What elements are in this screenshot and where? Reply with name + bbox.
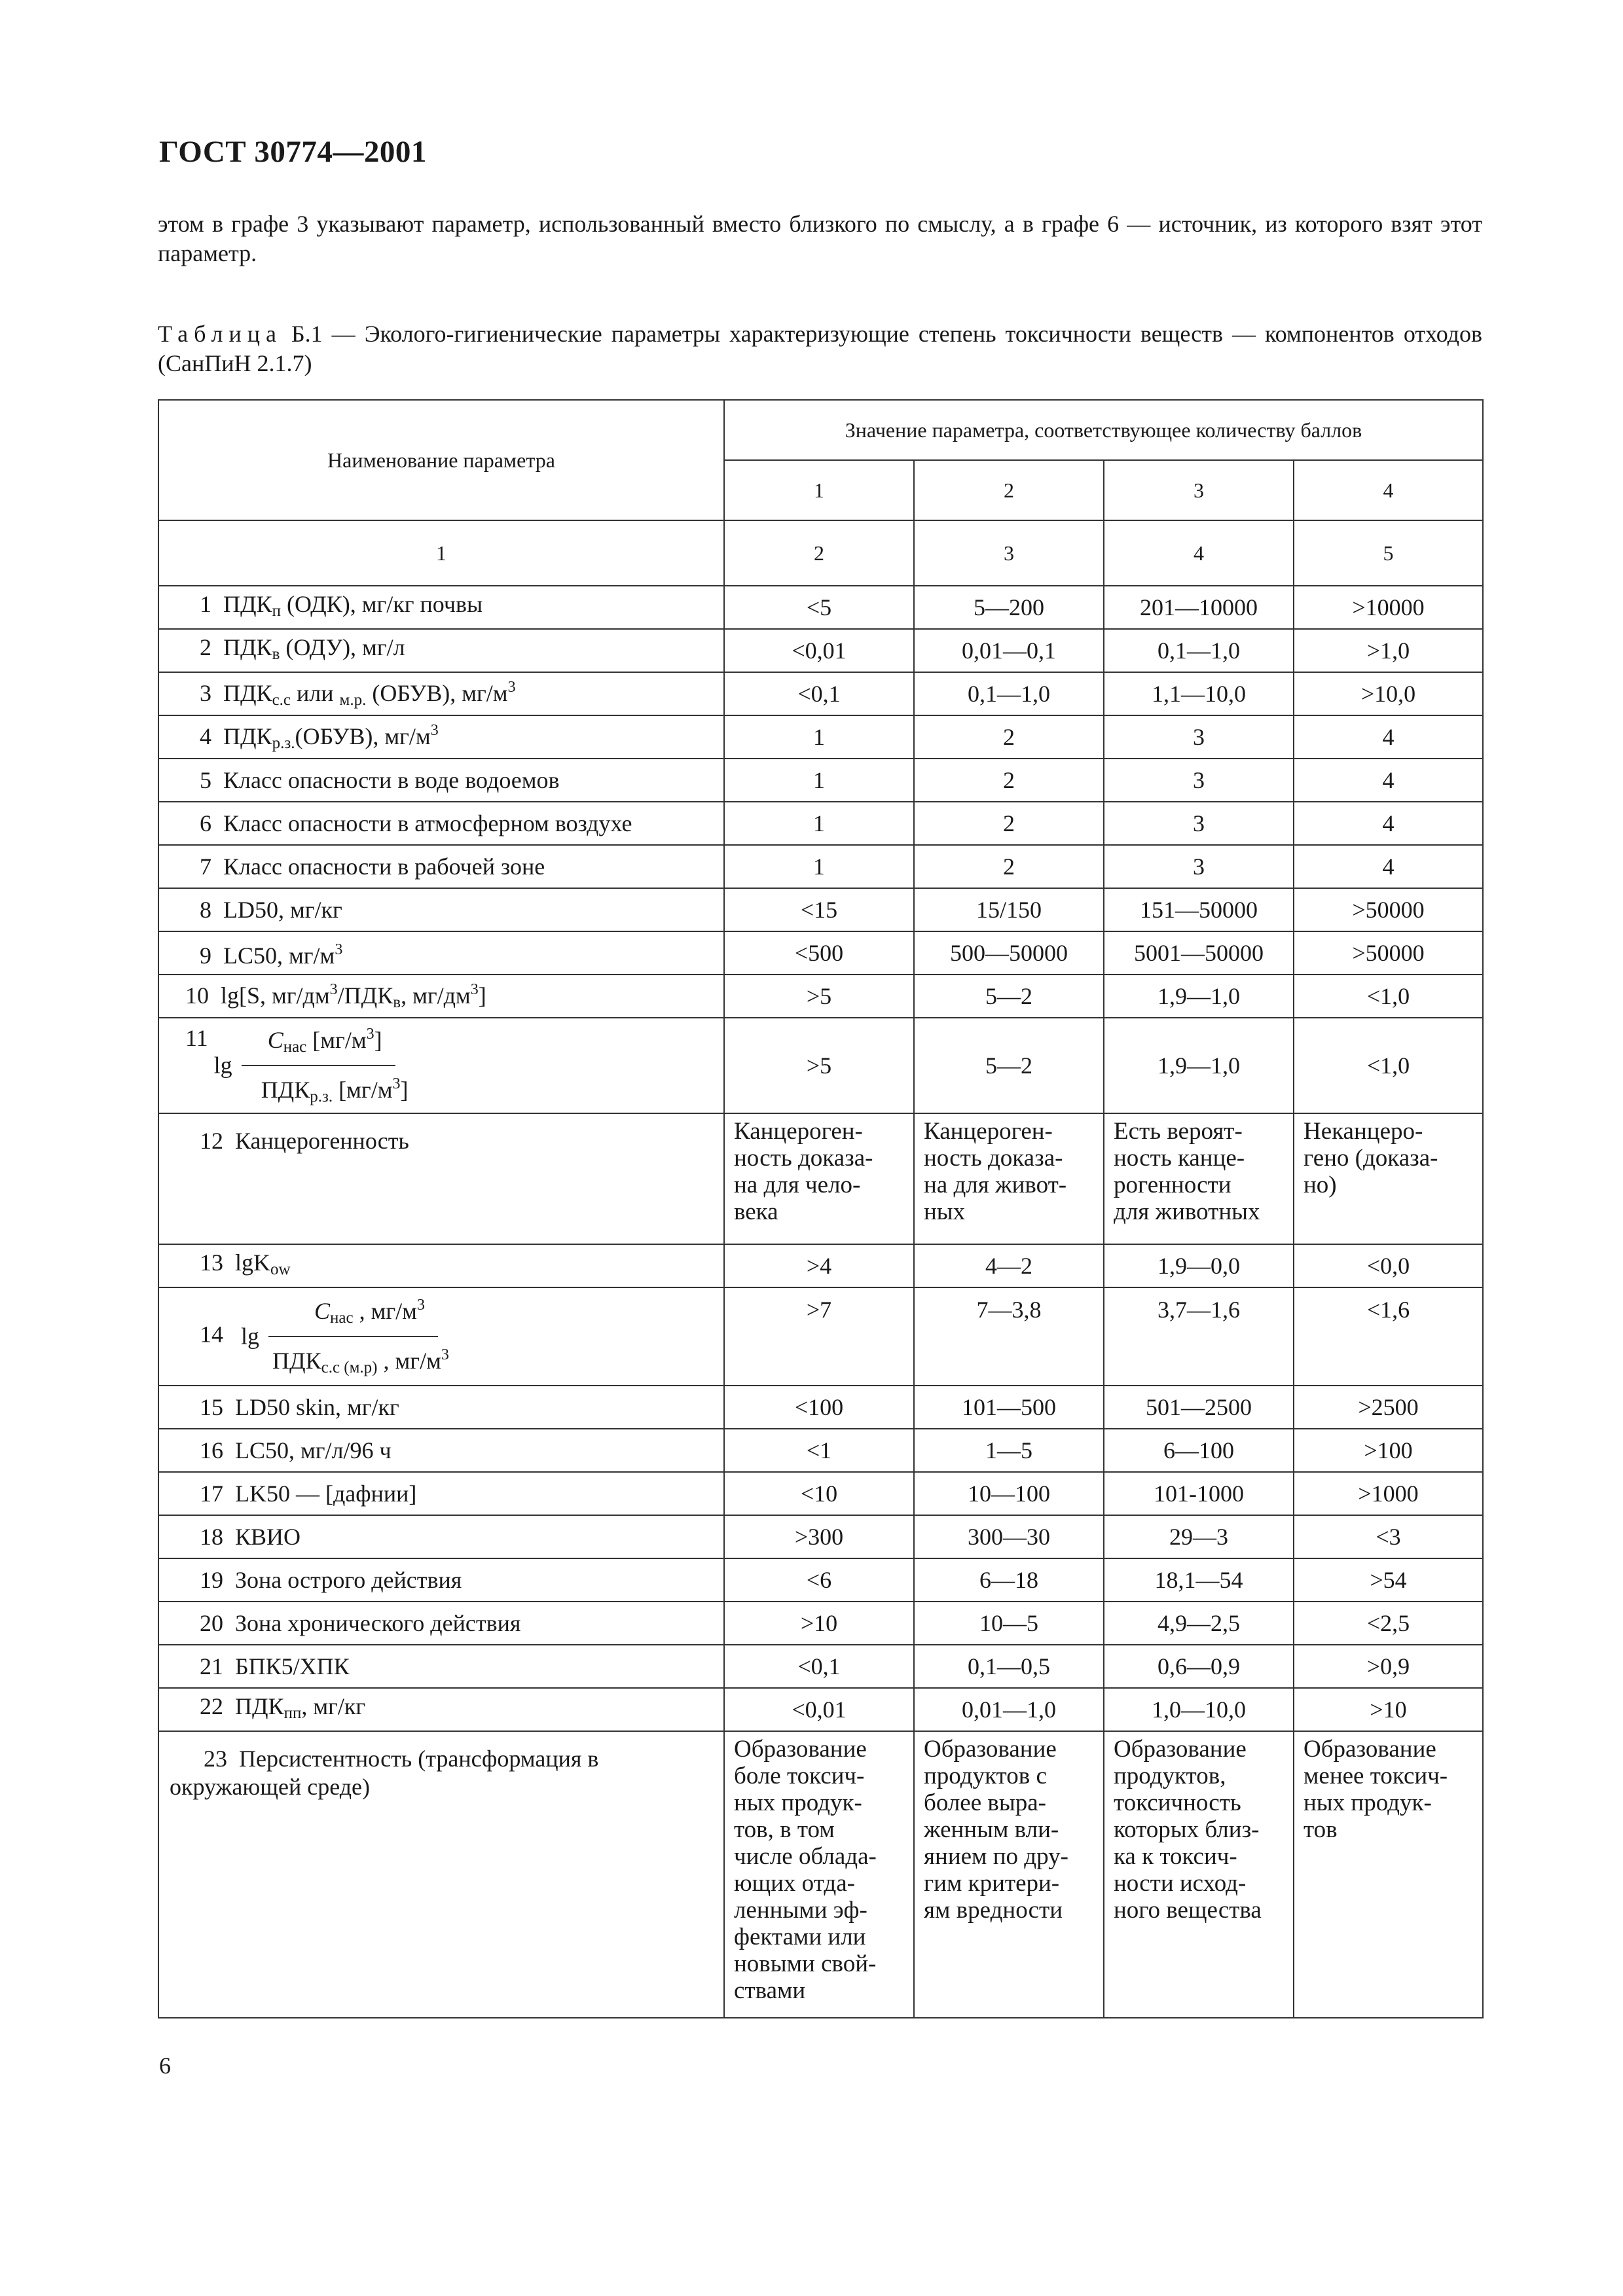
value-cell: 18,1—54 (1104, 1558, 1294, 1602)
value-cell: 3 (1104, 845, 1294, 888)
lg-symbol: lg (213, 1052, 232, 1079)
text-value-cell: Образование менее токсич- ных продук- тов (1294, 1731, 1483, 2018)
table-caption-text: Б.1 — Эколого-гигиенические параметры характеризующие степень токсичности веществ — компонентов отходов (СанПиН 2.1.7) (158, 321, 1482, 376)
table-row (158, 1386, 1483, 1429)
param-cell: 10 lg[S, $мг/дм^3/ПДК_в$, $мг/дм^3$] (158, 975, 724, 1018)
param-cell: 13 lgK$_{ow}$ (158, 1244, 724, 1287)
value-cell: 1,9—1,0 (1104, 1018, 1294, 1113)
value-cell: 1 (724, 802, 914, 845)
column-number: 5 (1294, 520, 1483, 586)
param-cell: 3 $ПДК_{с.с}$ или $_{м.р.}$ (ОБУВ), $мг/м^3$ (158, 672, 724, 715)
value-cell: <10 (724, 1472, 914, 1515)
value-cell: 1 (724, 715, 914, 759)
fraction: $\frac{С_{нас} , мг/м^3}{ПДК_{с.с (м.р)} , мг/м^3}$ (268, 1291, 462, 1382)
value-cell: <1,6 (1294, 1287, 1483, 1386)
table-row (158, 672, 1483, 715)
value-cell: <2,5 (1294, 1602, 1483, 1645)
value-cell: <100 (724, 1386, 914, 1429)
value-cell: 1,1—10,0 (1104, 672, 1294, 715)
text-value-cell: Образование продуктов с более выра- женным вли- янием по дру- гим критери- ям вредности (914, 1731, 1104, 2018)
value-cell: <6 (724, 1558, 914, 1602)
value-cell: <0,0 (1294, 1244, 1483, 1287)
header-point: 1 (724, 460, 914, 520)
intro-paragraph: этом в графе 3 указывают параметр, использованный вместо близкого по смыслу, а в графе 6 — источник, из которого взят этот параметр. (158, 211, 1482, 266)
param-cell: 22 $ПДК_{пп}$, мг/кг (158, 1688, 724, 1731)
param-cell: 17 LK50 — [дафнии] (158, 1472, 724, 1515)
table-row (158, 802, 1483, 845)
param-cell: 12 Канцерогенность (158, 1113, 724, 1244)
value-cell: 4 (1294, 759, 1483, 802)
value-cell: <1,0 (1294, 1018, 1483, 1113)
param-cell: 2 $ПДК_в$ (ОДУ), мг/л (158, 629, 724, 672)
param-cell: 5 Класс опасности в воде водоемов (158, 759, 724, 802)
table-caption-label: Таблица (158, 321, 282, 347)
value-cell: 1 (724, 845, 914, 888)
param-cell: 20 Зона хронического действия (158, 1602, 724, 1645)
value-cell: >10000 (1294, 586, 1483, 629)
value-cell: 4,9—2,5 (1104, 1602, 1294, 1645)
value-cell: >1,0 (1294, 629, 1483, 672)
value-cell: 101—500 (914, 1386, 1104, 1429)
value-cell: 15/150 (914, 888, 1104, 931)
text-value-cell: Канцероген- ность доказа- на для чело- века (724, 1113, 914, 1244)
text-value-cell: Образование боле токсич- ных продук- тов, в том числе облада- ющих отда- ленными эф- фектами или новыми свой- ствами (724, 1731, 914, 2018)
header-point: 4 (1294, 460, 1483, 520)
table-row (158, 888, 1483, 931)
table-row (158, 845, 1483, 888)
value-cell: 1,9—0,0 (1104, 1244, 1294, 1287)
param-cell: 11 lg $\frac{С_{нас} [мг/м^3]}{ПДК_{р.з.} [мг/м^3]}$ (158, 1018, 724, 1113)
lg-symbol: lg (241, 1323, 260, 1350)
column-number: 3 (914, 520, 1104, 586)
table-row (158, 1645, 1483, 1688)
param-cell: 7 Класс опасности в рабочей зоне (158, 845, 724, 888)
value-cell: 0,1—0,5 (914, 1645, 1104, 1688)
header-value-group: Значение параметра, соответствующее количеству баллов (724, 400, 1483, 460)
table-row (158, 1515, 1483, 1558)
value-cell: 4 (1294, 802, 1483, 845)
param-cell: 8 LD50, мг/кг (158, 888, 724, 931)
text-value-cell: Неканцеро- гено (доказа- но) (1294, 1113, 1483, 1244)
table-caption (158, 319, 1482, 378)
header-parameter-name: Наименование параметра (158, 400, 724, 520)
param-cell: 16 LC50, мг/л/96 ч (158, 1429, 724, 1472)
value-cell: 7—3,8 (914, 1287, 1104, 1386)
param-cell: 14 lg $\frac{С_{нас} , мг/м^3}{ПДК_{с.с (м.р)} , мг/м^3}$ (158, 1287, 724, 1386)
value-cell: 1 (724, 759, 914, 802)
value-cell: >2500 (1294, 1386, 1483, 1429)
value-cell: <1 (724, 1429, 914, 1472)
value-cell: 0,6—0,9 (1104, 1645, 1294, 1688)
value-cell: >10 (724, 1602, 914, 1645)
value-cell: 101-1000 (1104, 1472, 1294, 1515)
param-cell: 6 Класс опасности в атмосферном воздухе (158, 802, 724, 845)
value-cell: >100 (1294, 1429, 1483, 1472)
value-cell: <15 (724, 888, 914, 931)
table-row (158, 1287, 1483, 1386)
text-value-cell: Образование продуктов, токсичность которых близ- ка к токсич- ности исход- ного вещества (1104, 1731, 1294, 2018)
value-cell: 501—2500 (1104, 1386, 1294, 1429)
value-cell: <1,0 (1294, 975, 1483, 1018)
document-header: ГОСТ 30774—2001 (159, 135, 427, 169)
table-row (158, 1113, 1483, 1244)
table-row (158, 975, 1483, 1018)
param-cell: 9 LC50, $мг/м^3$ (158, 931, 724, 975)
value-cell: >54 (1294, 1558, 1483, 1602)
param-cell: 1 $ПДК_п$ (ОДК), мг/кг почвы (158, 586, 724, 629)
table-row (158, 586, 1483, 629)
fraction: $\frac{С_{нас} [мг/м^3]}{ПДК_{р.з.} [мг/м^3]}$ (242, 1020, 422, 1111)
param-cell: 19 Зона острого действия (158, 1558, 724, 1602)
value-cell: >5 (724, 1018, 914, 1113)
value-cell: >50000 (1294, 888, 1483, 931)
value-cell: 29—3 (1104, 1515, 1294, 1558)
value-cell: <5 (724, 586, 914, 629)
header-point: 2 (914, 460, 1104, 520)
value-cell: >50000 (1294, 931, 1483, 975)
value-cell: >10,0 (1294, 672, 1483, 715)
param-cell: 4 $ПДК_{р.з.}(ОБУВ)$, $мг/м^3$ (158, 715, 724, 759)
value-cell: 5—2 (914, 975, 1104, 1018)
value-cell: 1,0—10,0 (1104, 1688, 1294, 1731)
value-cell: 0,01—0,1 (914, 629, 1104, 672)
column-number: 2 (724, 520, 914, 586)
value-cell: >300 (724, 1515, 914, 1558)
value-cell: 500—50000 (914, 931, 1104, 975)
table-row (158, 1429, 1483, 1472)
value-cell: 2 (914, 802, 1104, 845)
value-cell: 2 (914, 715, 1104, 759)
value-cell: 5—2 (914, 1018, 1104, 1113)
value-cell: 3 (1104, 759, 1294, 802)
value-cell: >0,9 (1294, 1645, 1483, 1688)
table-row (158, 1558, 1483, 1602)
value-cell: 3,7—1,6 (1104, 1287, 1294, 1386)
param-cell: 21 БПК5/ХПК (158, 1645, 724, 1688)
value-cell: 4 (1294, 845, 1483, 888)
value-cell: >5 (724, 975, 914, 1018)
value-cell: >10 (1294, 1688, 1483, 1731)
text-value-cell: Есть вероят- ность канце- рогенности для животных (1104, 1113, 1294, 1244)
table-header-row (158, 400, 1483, 460)
value-cell: 0,1—1,0 (914, 672, 1104, 715)
value-cell: 10—5 (914, 1602, 1104, 1645)
table-row (158, 715, 1483, 759)
value-cell: 4 (1294, 715, 1483, 759)
value-cell: 5—200 (914, 586, 1104, 629)
table-row (158, 1472, 1483, 1515)
header-point: 3 (1104, 460, 1294, 520)
table-row (158, 1244, 1483, 1287)
value-cell: <0,1 (724, 1645, 914, 1688)
toxicity-parameters-table (158, 399, 1484, 2018)
value-cell: 201—10000 (1104, 586, 1294, 629)
value-cell: 5001—50000 (1104, 931, 1294, 975)
value-cell: >1000 (1294, 1472, 1483, 1515)
value-cell: <500 (724, 931, 914, 975)
value-cell: 300—30 (914, 1515, 1104, 1558)
value-cell: 2 (914, 845, 1104, 888)
value-cell: 2 (914, 759, 1104, 802)
value-cell: 6—100 (1104, 1429, 1294, 1472)
page-number: 6 (159, 2053, 171, 2079)
value-cell: 0,01—1,0 (914, 1688, 1104, 1731)
value-cell: 0,1—1,0 (1104, 629, 1294, 672)
table-row (158, 629, 1483, 672)
value-cell: 151—50000 (1104, 888, 1294, 931)
value-cell: 3 (1104, 802, 1294, 845)
column-number: 4 (1104, 520, 1294, 586)
column-number: 1 (158, 520, 724, 586)
param-cell: 23 Персистентность (трансформация в окружающей среде) (158, 1731, 724, 2018)
value-cell: 3 (1104, 715, 1294, 759)
value-cell: 4—2 (914, 1244, 1104, 1287)
table-row (158, 931, 1483, 975)
value-cell: <0,01 (724, 629, 914, 672)
value-cell: <0,01 (724, 1688, 914, 1731)
value-cell: 10—100 (914, 1472, 1104, 1515)
table-row (158, 1731, 1483, 2018)
value-cell: 6—18 (914, 1558, 1104, 1602)
text-value-cell: Канцероген- ность доказа- на для живот- ных (914, 1113, 1104, 1244)
table-row (158, 1688, 1483, 1731)
value-cell: <3 (1294, 1515, 1483, 1558)
table-row (158, 759, 1483, 802)
value-cell: >7 (724, 1287, 914, 1386)
value-cell: 1,9—1,0 (1104, 975, 1294, 1018)
value-cell: <0,1 (724, 672, 914, 715)
table-row (158, 1602, 1483, 1645)
value-cell: >4 (724, 1244, 914, 1287)
value-cell: 1—5 (914, 1429, 1104, 1472)
table-column-numbers-row (158, 520, 1483, 586)
table-row (158, 1018, 1483, 1113)
param-cell: 18 КВИО (158, 1515, 724, 1558)
param-cell: 15 LD50 skin, мг/кг (158, 1386, 724, 1429)
